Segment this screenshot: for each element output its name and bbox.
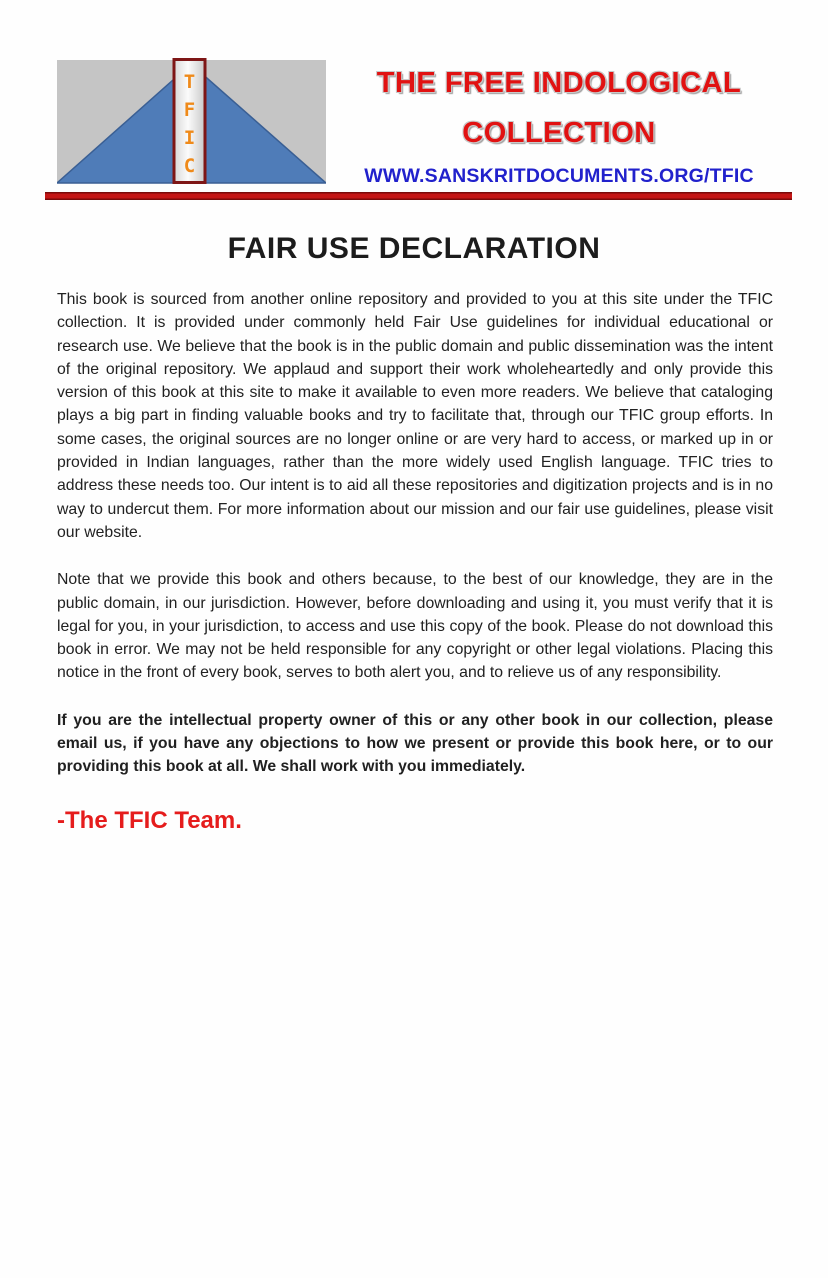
logo-letter-c: C bbox=[183, 155, 196, 177]
logo-letter-i: I bbox=[183, 127, 196, 149]
header-divider-rule bbox=[45, 192, 792, 200]
page-header bbox=[57, 58, 792, 188]
tfic-logo bbox=[57, 58, 326, 184]
collection-website-url: WWW.SANSKRITDOCUMENTS.ORG/TFIC bbox=[364, 165, 754, 187]
logo-letter-f: F bbox=[183, 99, 196, 121]
header-text-block bbox=[326, 58, 792, 188]
collection-title-line1: THE FREE INDOLOGICAL bbox=[376, 67, 742, 99]
signature: -The TFIC Team. bbox=[57, 806, 242, 834]
logo-letter-t: T bbox=[183, 71, 196, 93]
collection-title-line2: COLLECTION bbox=[462, 117, 656, 149]
declaration-paragraph-2: Note that we provide this book and others because, to the best of our knowledge, they are in the public domain, in our jurisdiction. However, before downloading and using it, you must verify that it is legal for you, in your jurisdiction, to access and use this copy of the book. Please do not download this book in error. We may not be held responsible for any copyright or other legal violations. Placing this notice in the front of every book, serves to both alert you, and to relieve us of any responsibility. bbox=[57, 571, 773, 682]
document-body bbox=[57, 288, 773, 832]
declaration-paragraph-1: This book is sourced from another online repository and provided to you at this site under the TFIC collection. It is provided under commonly held Fair Use guidelines for individual educational or research use. We believe that the book is in the public domain and public dissemination was the intent of the original repository. We applaud and support their work wholeheartedly and only provide this version of this book at this site to make it available to even more readers. We believe that cataloging plays a big part in finding valuable books and try to facilitate that, through our TFIC group efforts. In some cases, the original sources are no longer online or are very hard to access, or marked up in or provided in Indian languages, rather than the more widely used English language. TFIC tries to address these needs too. Our intent is to aid all these repositories and digitization projects and is in no way to undercut them. For more information about our mission and our fair use guidelines, please visit our website. bbox=[57, 291, 773, 541]
document-heading: FAIR USE DECLARATION bbox=[227, 232, 601, 265]
declaration-paragraph-3: If you are the intellectual property owner of this or any other book in our collection, please email us, if you have any objections to how we present or provide this book here, or to our providing this book at all. We shall work with you immediately. bbox=[57, 711, 773, 776]
tfic-logo-graphic bbox=[57, 58, 326, 184]
